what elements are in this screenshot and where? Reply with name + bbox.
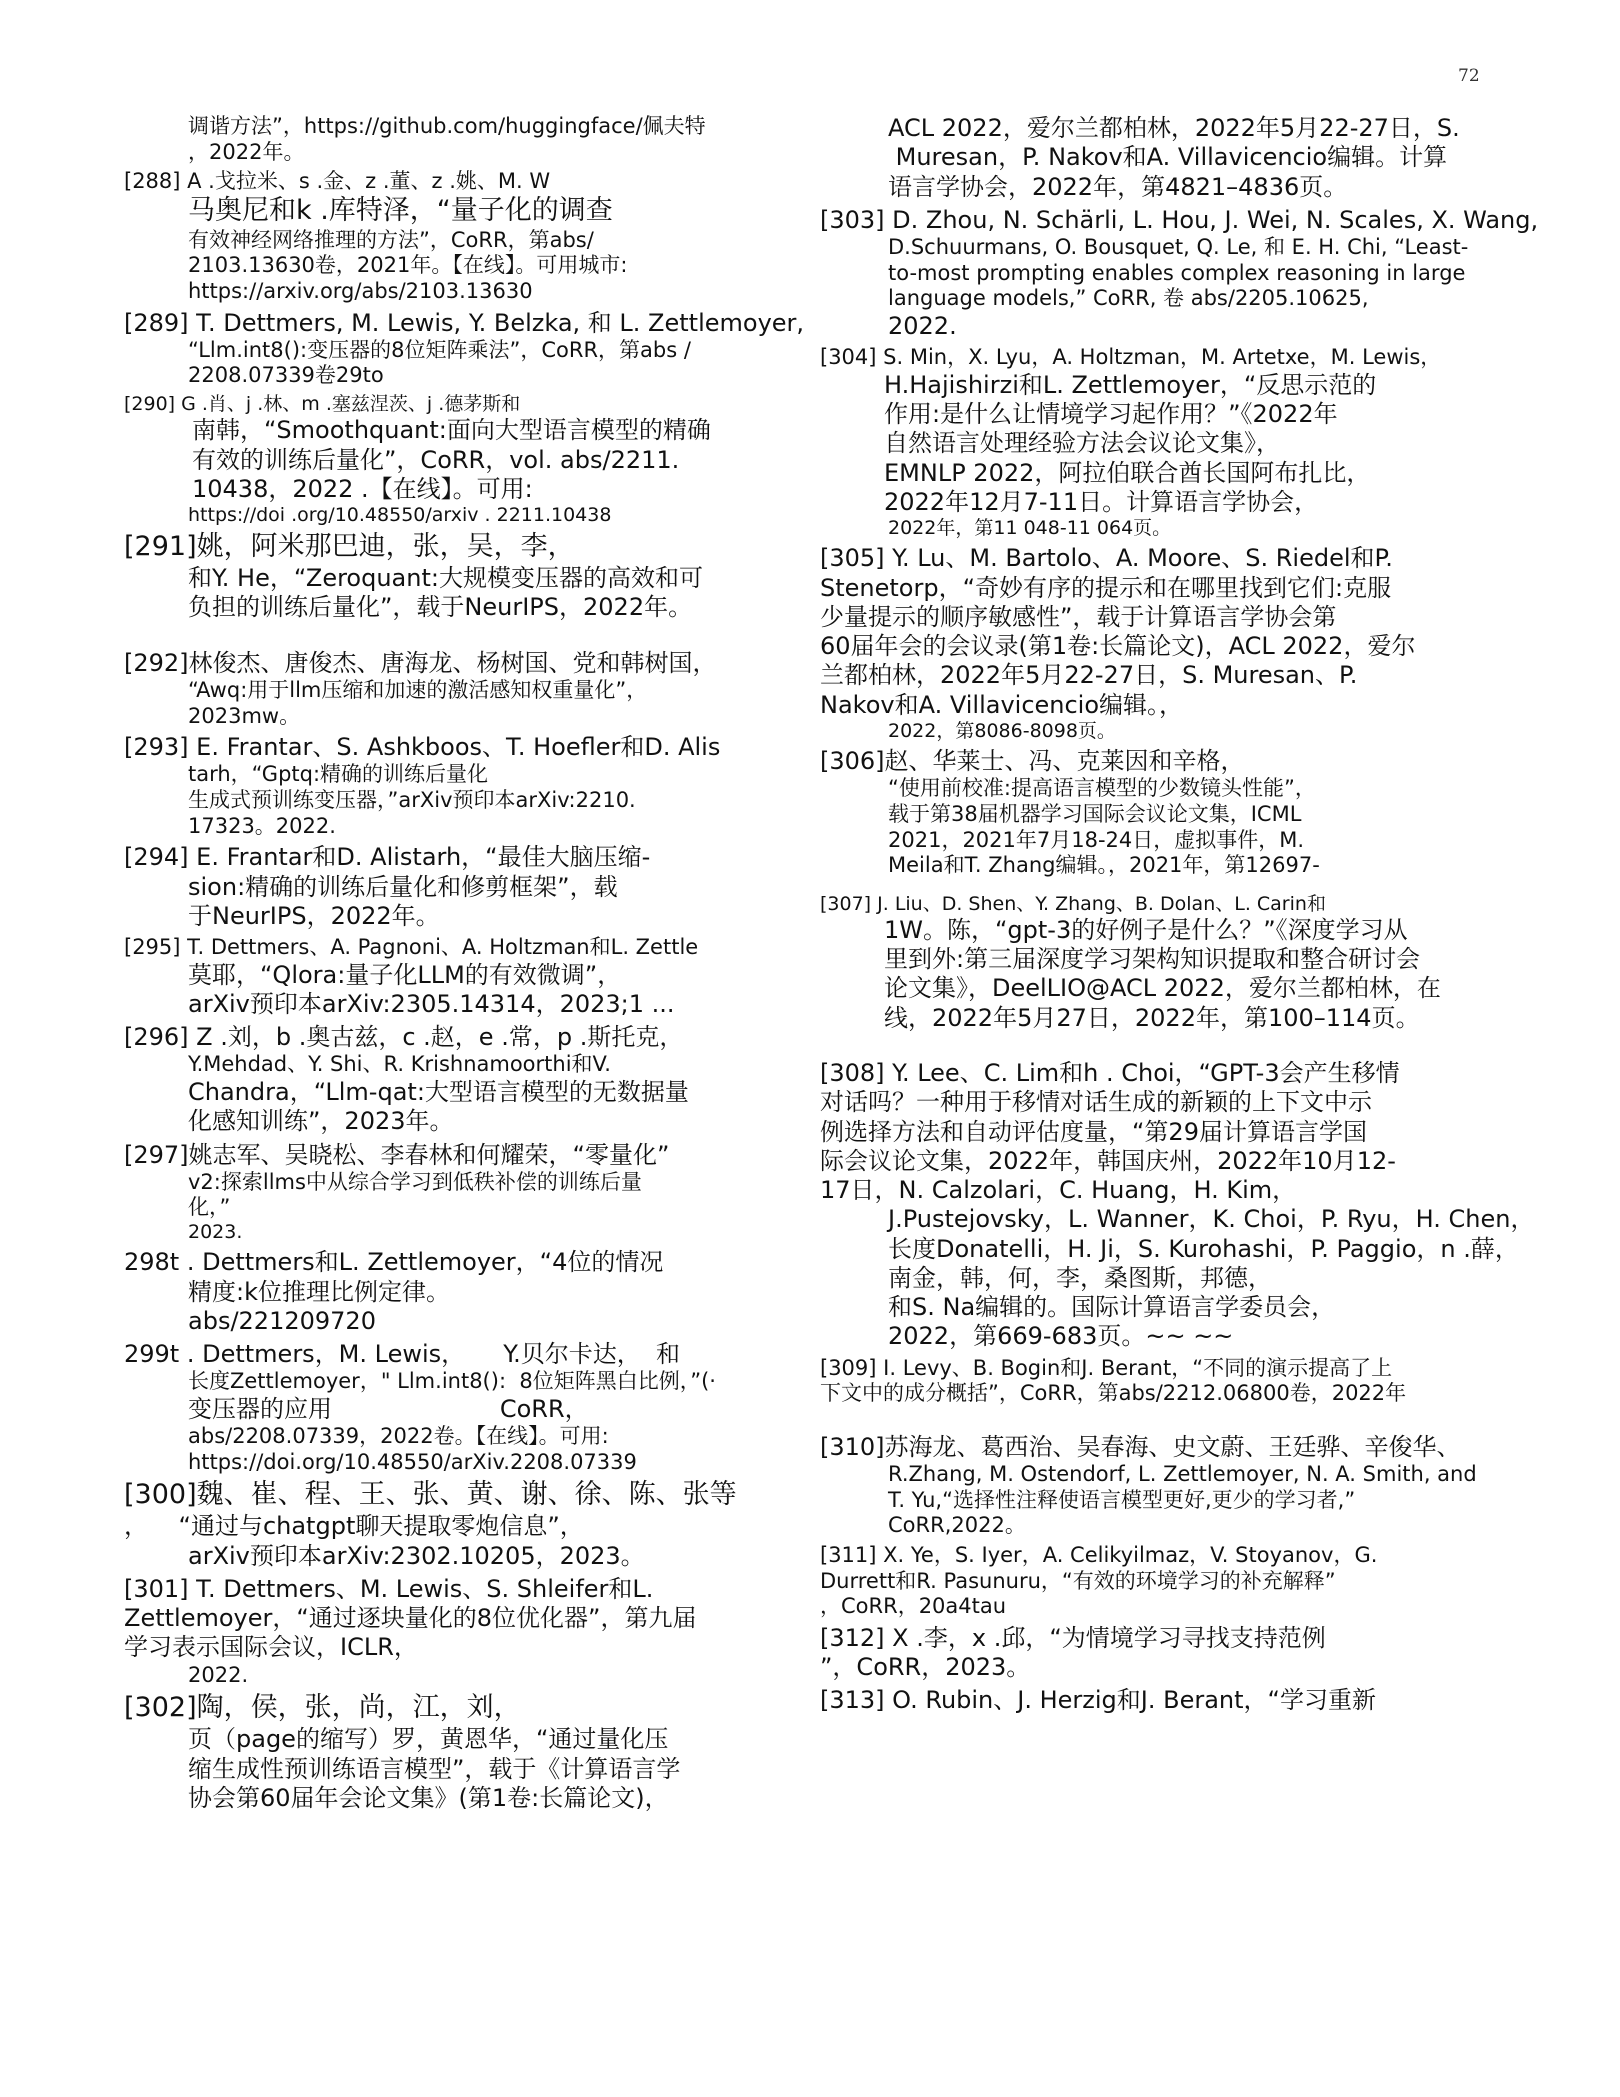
reference-line: ACL 2022，爱尔兰都柏林，2022年5月22-27日，S. [888, 114, 1460, 142]
reference-line: abs/221209720 [188, 1306, 376, 1335]
reference-line: 有效的训练后量化”，CoRR，vol. abs/2211. [192, 445, 680, 474]
reference-line: 学习表示国际会议，ICLR， [124, 1633, 418, 1662]
reference-line: [305] Y. Lu、M. Bartolo、A. Moore、S. Riedel和P. [820, 544, 1393, 573]
reference-line: [307] J. Liu、D. Shen、Y. Zhang、B. Dolan、L. Carin和 [820, 892, 1326, 915]
reference-entry-306 [820, 747, 1590, 879]
reference-entry-290 [124, 393, 794, 527]
reference-line: tarh，“Gptq:精确的训练后量化 [188, 762, 489, 787]
reference-line: 线，2022年5月27日，2022年，第100–114页。 [884, 1003, 1420, 1032]
reference-entry-298 [124, 1248, 794, 1336]
reference-line: [290] G .肖、j .林、m .塞兹涅茨、j .德茅斯和 [124, 393, 521, 416]
reference-entry-305 [820, 544, 1590, 743]
reference-entry-311 [820, 1543, 1590, 1620]
reference-line: 负担的训练后量化”，载于NeurIPS，2022年。 [188, 593, 693, 622]
reference-entry-304 [820, 345, 1590, 540]
reference-line: 论文集》，DeelLIO@ACL 2022，爱尔兰都柏林，在 [884, 974, 1441, 1003]
reference-line: 和Y. He，“Zeroquant:大规模变压器的高效和可 [188, 564, 703, 593]
reference-line: 化，” [188, 1195, 231, 1220]
reference-line: 变压器的应用 CoRR， [188, 1394, 589, 1423]
reference-line: Meila和T. Zhang编辑。，2021年，第12697- [888, 853, 1320, 878]
reference-line: sion:精确的训练后量化和修剪框架”，载 [188, 872, 618, 901]
reference-line: 里到外:第三届深度学习架构知识提取和整合研讨会 [884, 945, 1421, 974]
reference-line: H.Hajishirzi和L. Zettlemoyer，“反思示范的 [884, 370, 1377, 399]
reference-line: 例选择方法和自动评估度量，“第29届计算语言学国 [820, 1117, 1367, 1146]
reference-line: 长度Zettlemoyer，" Llm.int8(): 8位矩阵黑白比例，”(· [188, 1369, 716, 1394]
reference-line: “使用前校准:提高语言模型的少数镜头性能”， [888, 776, 1316, 801]
reference-line: 长度Donatelli，H. Ji，S. Kurohashi，P. Paggio，n .薛， [888, 1234, 1519, 1263]
reference-line: 2208.07339卷29to [188, 363, 384, 388]
reference-line: ， “通过与chatgpt聊天提取零炮信息”， [124, 1512, 584, 1541]
reference-line: 298t . Dettmers和L. Zettlemoyer，“4位的情况 [124, 1248, 664, 1277]
reference-entry-303 [820, 206, 1590, 341]
reference-line: [308] Y. Lee、C. Lim和h . Choi，“GPT-3会产生移情 [820, 1058, 1400, 1087]
reference-line: 南金，韩，何，李，桑图斯，邦德， [888, 1263, 1272, 1292]
reference-line: 2022. [188, 1662, 249, 1687]
reference-line: [295] T. Dettmers、A. Pagnoni、A. Holtzman和L. Zettle [124, 935, 699, 960]
left-column [124, 110, 805, 1813]
reference-line: “Llm.int8():变压器的8位矩阵乘法”，CoRR，第abs / [188, 337, 691, 362]
reference-entry-312 [820, 1624, 1590, 1683]
reference-line: [302]陶，侯，张，尚，江，刘， [124, 1692, 521, 1724]
reference-entry-302-cont [820, 114, 1590, 202]
reference-line: [311] X. Ye，S. Iyer，A. Celikyilmaz，V. Stoyanov，G. [820, 1542, 1378, 1567]
reference-line: Zettlemoyer，“通过逐块量化的8位优化器”，第九届 [124, 1604, 697, 1633]
reference-line: 莫耶，“Qlora:量子化LLM的有效微调”， [188, 960, 622, 989]
right-column [820, 110, 1590, 1716]
reference-entry-297 [124, 1141, 794, 1245]
reference-entry-308 [820, 1059, 1590, 1352]
reference-line: 协会第60届年会论文集》(第1卷:长篇论文)， [188, 1783, 669, 1812]
reference-line: CoRR,2022。 [888, 1513, 1026, 1538]
reference-line: 页（page的缩写）罗，黄恩华，“通过量化压 [188, 1725, 669, 1754]
reference-line: [294] E. Frantar和D. Alistarh，“最佳大脑压缩- [124, 843, 651, 872]
reference-line: [313] O. Rubin、J. Herzig和J. Berant，“学习重新 [820, 1686, 1376, 1715]
reference-line: https://doi .org/10.48550/arxiv . 2211.10438 [188, 504, 612, 527]
reference-line: 299t . Dettmers，M. Lewis， Y.贝尔卡达， 和 [124, 1340, 680, 1369]
reference-line: 17323。2022. [188, 813, 336, 838]
reference-line: 少量提示的顺序敏感性”，载于计算语言学协会第 [820, 602, 1337, 631]
reference-line: [296] Z .刘，b .奥古兹，c .赵，e .常，p .斯托克， [124, 1023, 684, 1052]
reference-entry-288 [124, 169, 794, 304]
reference-line: [300]魏、崔、程、王、张、黄、谢、徐、陈、张等 [124, 1479, 737, 1511]
reference-entry-287-cont [124, 114, 794, 165]
reference-entry-313 [820, 1686, 1590, 1715]
reference-line: arXiv预印本arXiv:2305.14314，2023;1 ... [188, 989, 675, 1018]
reference-line: 有效神经网络推理的方法”，CoRR，第abs/ [188, 227, 594, 252]
reference-line: arXiv预印本arXiv:2302.10205，2023。 [188, 1541, 645, 1570]
reference-line: 缩生成性预训练语言模型”，载于《计算语言学 [188, 1754, 681, 1783]
reference-line: 化感知训练”，2023年。 [188, 1107, 454, 1136]
reference-line: [289] T. Dettmers, M. Lewis, Y. Belzka, 和 L. Zettlemoyer, [124, 308, 805, 337]
reference-line: 2103.13630卷，2021年。【在线】。可用城市: [188, 253, 628, 278]
reference-entry-293 [124, 733, 794, 839]
reference-line: Nakov和A. Villavicencio编辑。， [820, 690, 1184, 719]
reference-entry-296 [124, 1023, 794, 1136]
reference-line: abs/2208.07339，2022卷。【在线】。可用: [188, 1424, 609, 1449]
reference-line: Durrett和R. Pasunuru，“有效的环境学习的补充解释” [820, 1568, 1336, 1593]
reference-line: [309] I. Levy、B. Bogin和J. Berant，“不同的演示提高了上 [820, 1355, 1393, 1380]
reference-line: “Awq:用于llm压缩和加速的激活感知权重量化”， [188, 677, 648, 702]
reference-line: 2022年，第11 048-11 064页。 [888, 517, 1172, 540]
reference-entry-302 [124, 1692, 794, 1813]
reference-line: [301] T. Dettmers、M. Lewis、S. Shleifer和L. [124, 1574, 654, 1603]
reference-line: 语言学协会，2022年，第4821–4836页。 [888, 172, 1348, 201]
reference-line: 2022，第669-683页。~~ ~~ [888, 1322, 1234, 1351]
reference-entry-300 [124, 1479, 794, 1570]
reference-line: 自然语言处理经验方法会议论文集》， [884, 429, 1280, 458]
reference-line: [292]林俊杰、唐俊杰、唐海龙、杨树国、党和韩树国， [124, 648, 717, 677]
reference-line: 对话吗？一种用于移情对话生成的新颖的上下文中示 [820, 1088, 1372, 1117]
reference-line: R.Zhang, M. Ostendorf, L. Zettlemoyer, N. A. Smith, and [888, 1462, 1477, 1487]
reference-entry-294 [124, 843, 794, 931]
reference-line: 载于第38届机器学习国际会议论文集，ICML [888, 801, 1302, 826]
reference-line: 2023. [188, 1221, 243, 1244]
reference-line: ，CoRR，20a4tau [820, 1594, 1007, 1619]
reference-line: Stenetorp，“奇妙有序的提示和在哪里找到它们:克服 [820, 573, 1392, 602]
reference-line: 和S. Na编辑的。国际计算语言学委员会， [888, 1293, 1336, 1322]
reference-entry-310 [820, 1433, 1590, 1539]
reference-entry-299 [124, 1340, 794, 1475]
reference-line: https://doi.org/10.48550/arXiv.2208.07339 [188, 1449, 637, 1474]
reference-line: D.Schuurmans, O. Bousquet, Q. Le, 和 E. H. Chi, “Least- [888, 235, 1469, 260]
reference-line: 作用:是什么让情境学习起作用？”《2022年 [884, 400, 1338, 429]
reference-line: https://arxiv.org/abs/2103.13630 [188, 278, 533, 303]
reference-line: 际会议论文集，2022年，韩国庆州，2022年10月12- [820, 1146, 1396, 1175]
reference-line: to-most prompting enables complex reasoning in large [888, 260, 1466, 285]
reference-line: [297]姚志军、吴晓松、李春林和何耀荣，“零量化” [124, 1140, 670, 1169]
reference-entry-307 [820, 893, 1590, 1033]
reference-line: 调谐方法”，https://github.com/huggingface/佩夫特 [188, 114, 706, 138]
reference-line: 马奥尼和k .库特泽，“量子化的调查 [188, 194, 613, 226]
reference-line: 2022，第8086-8098页。 [888, 719, 1116, 742]
reference-line: v2:探索llms中从综合学习到低秩补偿的训练后量 [188, 1169, 642, 1194]
reference-line: 2022. [888, 311, 957, 340]
reference-line: T. Yu,“选择性注释使语言模型更好,更少的学习者,” [888, 1487, 1356, 1512]
reference-line: [312] X .李，x .邱，“为情境学习寻找支持范例 [820, 1623, 1326, 1652]
reference-line: 10438，2022 .【在线】。可用: [192, 474, 533, 503]
reference-line: Muresan，P. Nakov和A. Villavicencio编辑。计算 [888, 143, 1448, 172]
reference-line: ，2022年。 [188, 139, 305, 164]
reference-line: 17日，N. Calzolari，C. Huang，H. Kim， [820, 1176, 1297, 1205]
reference-line: 生成式预训练变压器，”arXiv预印本arXiv:2210. [188, 788, 636, 813]
reference-line: 下文中的成分概括”，CoRR，第abs/2212.06800卷，2022年 [820, 1381, 1407, 1406]
reference-line: [288] A .戈拉米、s .金、z .董、z .姚、M. W [124, 169, 551, 194]
reference-line: [304] S. Min，X. Lyu，A. Holtzman，M. Artetxe，M. Lewis， [820, 345, 1442, 370]
reference-entry-301 [124, 1575, 794, 1688]
reference-line: 2022年12月7-11日。计算语言学协会， [884, 487, 1319, 516]
reference-line: 精度:k位推理比例定律。 [188, 1277, 450, 1306]
reference-line: [291]姚，阿米那巴迪，张，吴，李， [124, 531, 575, 563]
reference-entry-291 [124, 531, 794, 622]
reference-line: [306]赵、华莱士、冯、克莱因和辛格， [820, 747, 1245, 776]
reference-line: 60届年会的会议录(第1卷:长篇论文)，ACL 2022，爱尔 [820, 632, 1416, 661]
reference-line: [293] E. Frantar、S. Ashkboos、T. Hoefler和D. Alis [124, 733, 721, 762]
reference-line: language models,” CoRR, 卷 abs/2205.10625, [888, 286, 1369, 311]
reference-line: 南韩，“Smoothquant:面向大型语言模型的精确 [192, 416, 711, 445]
reference-line: EMNLP 2022，阿拉伯联合酋长国阿布扎比， [884, 458, 1371, 487]
reference-line: Y.Mehdad、Y. Shi、R. Krishnamoorthi和V. [188, 1052, 611, 1077]
reference-entry-295 [124, 935, 794, 1019]
reference-entry-309 [820, 1356, 1590, 1407]
reference-line: 兰都柏林，2022年5月22-27日，S. Muresan、P. [820, 661, 1358, 690]
reference-line: 2021，2021年7月18-24日，虚拟事件，M. [888, 827, 1305, 852]
reference-line: [303] D. Zhou, N. Schärli, L. Hou, J. Wei, N. Scales, X. Wang, [820, 205, 1539, 234]
reference-line: 2023mw。 [188, 703, 301, 728]
page-number: 72 [1458, 66, 1480, 86]
reference-line: [310]苏海龙、葛西治、吴春海、史文蔚、王廷骅、辛俊华、 [820, 1432, 1461, 1461]
reference-entry-289 [124, 308, 805, 389]
reference-line: 1W。陈，“gpt-3的好例子是什么？”《深度学习从 [884, 915, 1408, 944]
reference-line: 于NeurIPS，2022年。 [188, 901, 440, 930]
reference-entry-292 [124, 649, 794, 729]
reference-line: ”，CoRR，2023。 [820, 1653, 1031, 1682]
reference-line: Chandra，“Llm-qat:大型语言模型的无数据量 [188, 1078, 689, 1107]
reference-line: J.Pustejovsky，L. Wanner，K. Choi，P. Ryu，H. Chen， [888, 1205, 1535, 1234]
